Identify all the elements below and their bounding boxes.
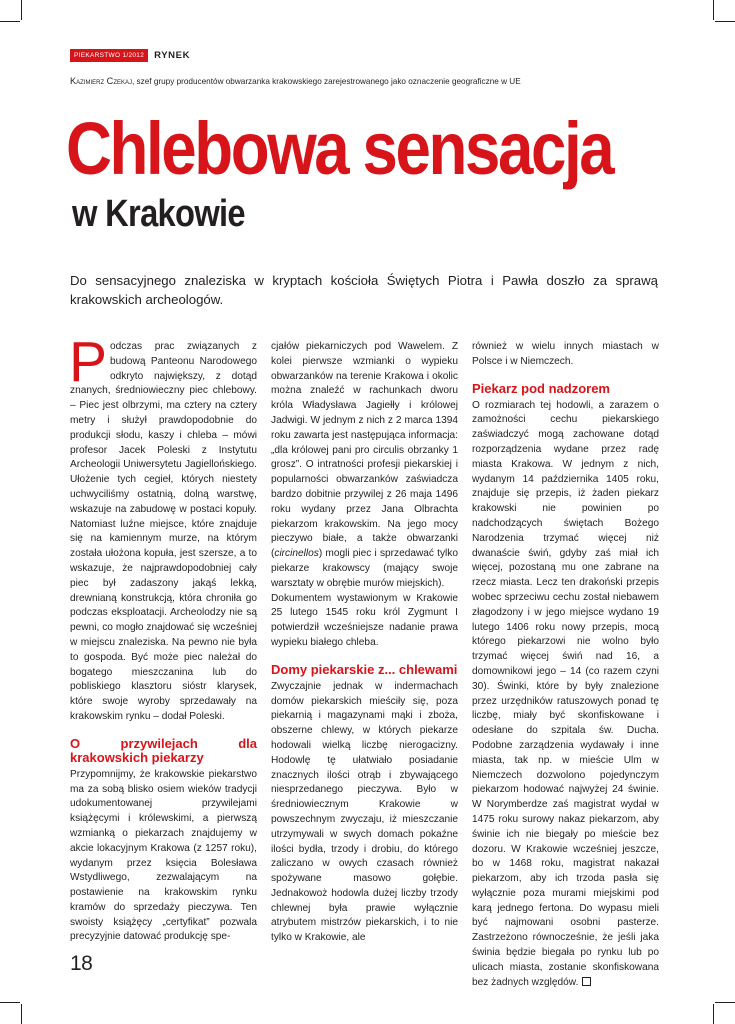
paragraph-text: cjałów piekarniczych pod Wawelem. Z kolei pierwsze wzmianki o wypieku obwarzanków na terenie Krakowa i okolic można znaleźć w rachunkach dworu króla Władysława Jagiełły i królowej Jadwigi. W jednym z nich z 2 marca 1394 roku zawarta jest następująca informacja: „dla królowej pani pro circulis obrzanky 1 grosz”. O intratności profesji piekarskiej i popularności obwarzanków zaświadcza bardzo dobitnie przywilej z 26 maja 1496 roku wydany przez Jana Olbrachta piekarzom krakowskim. Na jego mocy pieczywo białe, a także obwarzanki ( [271, 341, 458, 560]
paragraph: Przypomnijmy, że krakowskie piekarstwo ma za sobą blisko osiem wieków tradycji udokumentowanej przywilejami książęcymi i królewskimi, a pierwszą wzmianką o piekarzach znajdujemy w akcie lokacyjnym Krakowa (z 1257 roku), wydanym przez księcia Bolesława Wstydliwego, zezwalającym na postawienie na krakowskim rynku kramów do sprzedaży pieczywa. Ten swoisty książęcy „certyfikat” pozwala precyzyjnie datować produkcję spe- [70, 768, 257, 943]
author-line [70, 76, 670, 87]
crop-mark [0, 1002, 20, 1003]
italic-term: circinellos [274, 548, 319, 560]
crop-mark [21, 0, 22, 20]
paragraph-text: ) mogli piec i sprzedawać tylko piekarze krakowscy (mający swoje warsztaty w obrębie murów miejskich). [271, 548, 458, 589]
section-heading: O przywilejach dla krakowskich piekarzy [70, 735, 257, 765]
column-3 [472, 340, 659, 990]
crop-mark [0, 21, 20, 22]
author-role: , szef grupy producentów obwarzanka krakowskiego zarejestrowanego jako oznaczenie geograficzne w UE [132, 77, 521, 86]
article-lead: Do sensacyjnego znaleziska w kryptach kościoła Świętych Piotra i Pawła doszło za sprawą krakowskich archeologów. [70, 273, 658, 307]
page-number: 18 [70, 952, 93, 975]
paragraph-text: O rozmiarach tej hodowli, a zarazem o zamożności cechu piekarskiego zaświadczyć mogą zachowane dotąd rozporządzenia wydane przez radę miasta Krakowa. W jednym z nich, wydanym 14 października 1405 roku, znajduje się przepis, iż żaden piekarz krakowski nie powinien po nadchodzących świętach Bożego Narodzenia trzymać więcej niż dwanaście świń, gdyby zaś miał ich więcej, pozostaną mu one zabrane na rzecz miasta. Lecz ten drakoński przepis wobec sprzeciwu cechu został niebawem złagodzony i w jego miejsce wydano 19 lutego 1406 roku nowy przepis, mocą którego piekarzowi nie wolno było trzymać więcej świń nad 16, a domownikowi jego – 14 (co razem czyni 30). Świnki, które by były znalezione przez urzędników ratuszowych ponad tę liczbę, miały być skonfiskowane i odesłane do szpitala św. Ducha. Podobne zarządzenia wydawały i inne miasta, tak np. w mieście Ulm w Niemczech dozwolono pojedynczym piekarzom hodować najwyżej 24 świnie. W Norymberdze zaś magistrat wydał w 1475 roku surowy nakaz piekarzom, aby świnie ich nie biegały po mieście bez dozoru. W Krakowie wcześniej jeszcze, bo w 1468 roku, magistrat nakazał piekarzom, aby ich trzoda pasła się wyłącznie poza murami miejskimi pod karą jednego fertona. Do wypasu mieli być najmowani osobni pasterze. Zastrzeżono równocześnie, że jeśli jaka świnia będzie biegała po rynku lub po ulicach miasta, zostanie skonfiskowana bez żadnych względów. [472, 399, 659, 988]
crop-mark [715, 21, 735, 22]
running-header [70, 48, 190, 62]
paragraph: również w wielu innych miastach w Polsce i w Niemczech. [472, 341, 659, 367]
crop-mark [21, 1004, 22, 1024]
paragraph-text: odczas prac związanych z budową Panteonu Narodowego odkryto największy, z dotąd znanych, średniowieczny piec chlebowy. – Piec jest olbrzymi, ma cztery na cztery metry i służył prawdopodobnie do produkcji słodu, kaszy i chleba – mówi profesor Jacek Poleski z Instytutu Archeologii Uniwersytetu Jagiellońskiego. Ułożenie tych cegieł, których niestety uchwyciliśmy ostatnią, dolną warstwę, wskazuje na zabudowę w postaci kopuły. Natomiast luźne miejsce, które znajduje się na kamiennym murze, na którym została ułożona kopuła, jest szersze, a to wskazuje, że najprawdopodobniej cały piec był zadaszony jakąś lekką, drewnianą konstrukcją, która chroniła go podczas eksploatacji. Archeolodzy nie są pewni, co mogło znajdować się wcześniej w miejscu znaleziska. Na pewno nie była to gospoda. Być może piec należał do bogatego mieszczanina lub do pobliskiego klasztoru sióstr klarysek, które swoje wyroby sprzedawały na krakowskim rynku – dodał Poleski. [70, 341, 257, 722]
author-name: Kazimierz Czekaj [70, 76, 132, 86]
crop-mark [713, 1004, 714, 1024]
section-name: RYNEK [154, 49, 191, 61]
issue-tag: PIEKARSTWO 1/2012 [70, 49, 148, 62]
end-of-article-icon [582, 977, 591, 986]
crop-mark [715, 1002, 735, 1003]
paragraph: Dokumentem wystawionym w Krakowie 25 lutego 1545 roku król Zygmunt I potwierdził wcześniejsze nadanie prawa wypieku białego chleba. [271, 592, 458, 648]
article-subtitle: w Krakowie [72, 193, 245, 235]
column-2 [271, 340, 458, 946]
section-heading: Domy piekarskie z... chlewami [271, 661, 458, 677]
crop-mark [713, 0, 714, 20]
article-title: Chlebowa sensacja [66, 107, 613, 190]
paragraph: Zwyczajnie jednak w indermachach domów piekarskich mieściły się, poza piekarnią i magazynami mąki i zboża, obszerne chlewy, w których piekarze hodowali wielką liczbę nierogacizny. Hodowlę tę ułatwiało posiadanie znacznych ilości otrąb i zbywającego niesprzedanego pieczywa. Było w średniowiecznym Krakowie w powszechnym zwyczaju, iż mieszczanie utrzymywali w swych domach pokaźne ilości bydła, trzody i drobiu, do którego zaliczano w owych czasach również spożywane masowo gołębie. Jednakowoż hodowla dużej liczby trzody chlewnej była prawie wyłącznie atrybutem mistrzów piekarskich, i to nie tylko w Krakowie, ale [271, 680, 458, 944]
column-1 [69, 330, 257, 945]
paragraph [472, 399, 659, 991]
section-heading: Piekarz pod nadzorem [472, 380, 610, 396]
paragraph [271, 340, 458, 592]
drop-cap: P [69, 330, 108, 394]
paragraph [69, 330, 257, 725]
